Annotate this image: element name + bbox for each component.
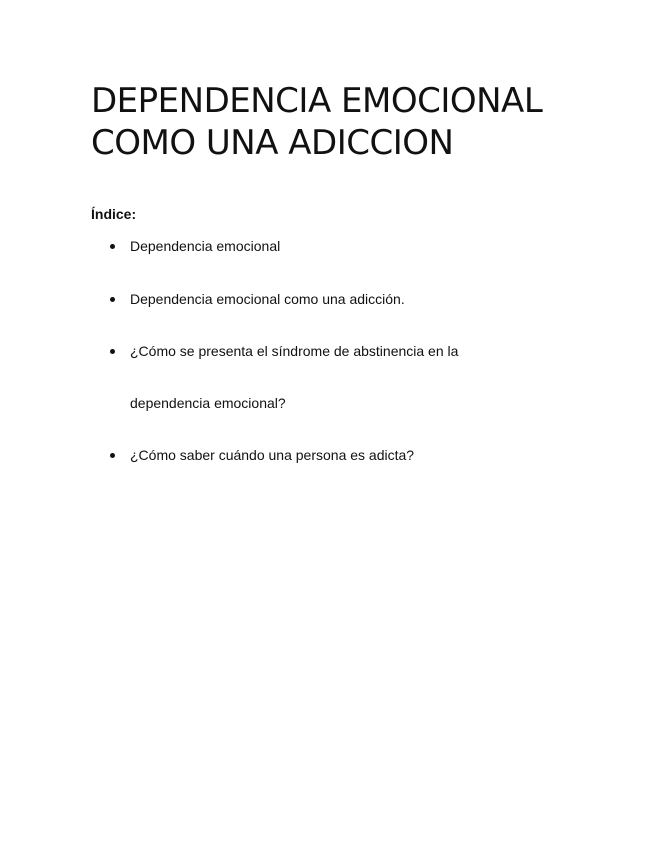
index-item-text-continuation: dependencia emocional? [130,395,286,411]
index-item-text: Dependencia emocional como una adicción. [130,291,405,307]
index-heading: Índice: [91,206,137,222]
document-title [91,80,631,164]
index-item-text: Dependencia emocional [130,238,281,254]
bullet-icon [110,244,115,249]
bullet-icon [110,297,115,302]
bullet-icon [110,453,115,458]
title-line-2: COMO UNA ADICCION [91,123,454,163]
title-line-1: DEPENDENCIA EMOCIONAL [91,81,543,121]
index-item-text: ¿Cómo saber cuándo una persona es adicta? [130,447,415,463]
bullet-icon [110,349,115,354]
index-item-text: ¿Cómo se presenta el síndrome de abstinencia en la [130,343,459,359]
